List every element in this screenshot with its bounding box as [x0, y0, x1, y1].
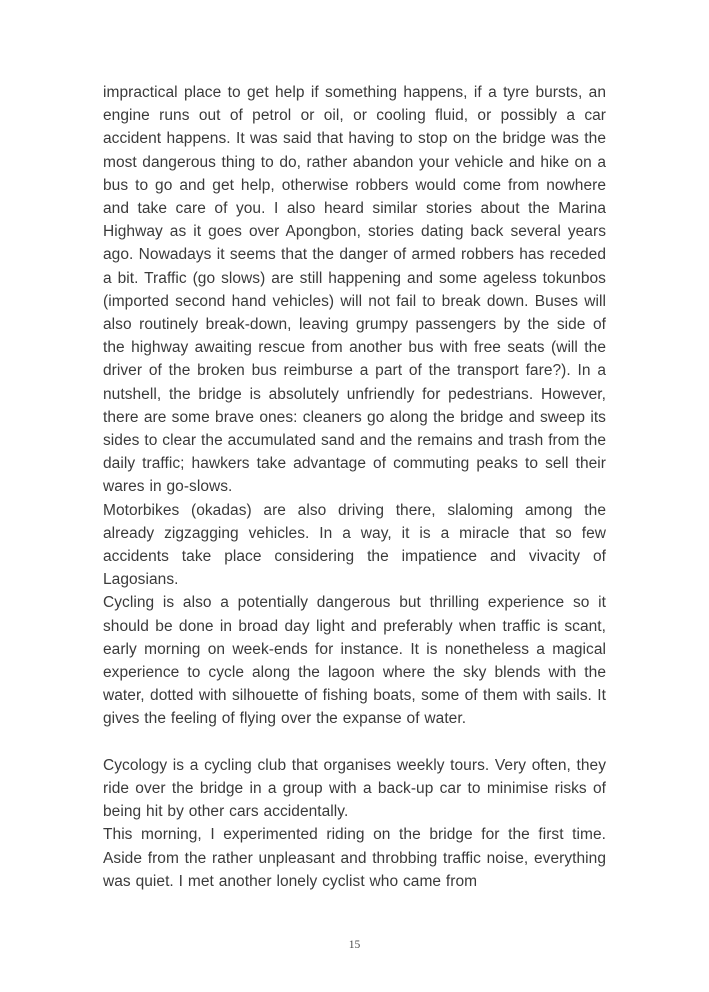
page-body-text [103, 81, 606, 893]
paragraph-3: Cycling is also a potentially dangerous but thrilling experience so it should be done in broad day light and preferably when traffic is scant, early morning on week-ends for instance. It is nonetheless a magical experience to cycle along the lagoon where the sky blends with the water, dotted with silhouette of fishing boats, some of them with sails. It gives the feeling of flying over the expanse of water. [103, 594, 606, 728]
paragraph-1: impractical place to get help if something happens, if a tyre bursts, an engine runs out of petrol or oil, or cooling fluid, or possibly a car accident happens. It was said that having to stop on the bridge was the most dangerous thing to do, rather abandon your vehicle and hike on a bus to go and get help, otherwise robbers would come from nowhere and take care of you. I also heard similar stories about the Marina Highway as it goes over Apongbon, stories dating back several years ago. Nowadays it seems that the danger of armed robbers has receded a bit. Traffic (go slows) are still happening and some ageless tokunbos (imported second hand vehicles) will not fail to break down. Buses will also routinely break-down, leaving grumpy passengers by the side of the highway awaiting rescue from another bus with free seats (will the driver of the broken bus reimburse a part of the transport fare?). In a nutshell, the bridge is absolutely unfriendly for pedestrians. However, there are some brave ones: cleaners go along the bridge and sweep its sides to clear the accumulated sand and the remains and trash from the daily traffic; hawkers take advantage of commuting peaks to sell their wares in go-slows. [103, 84, 606, 496]
paragraph-5: This morning, I experimented riding on the bridge for the first time. Aside from the rather unpleasant and throbbing traffic noise, everything was quiet. I met another lonely cyclist who came from [103, 826, 606, 890]
paragraph-4: Cycology is a cycling club that organises weekly tours. Very often, they ride over the bridge in a group with a back-up car to minimise risks of being hit by other cars accidentally. [103, 756, 606, 821]
paragraph-2: Motorbikes (okadas) are also driving there, slaloming among the already zigzagging vehicles. In a way, it is a miracle that so few accidents take place considering the impatience and vivacity of Lagosians. [103, 501, 606, 589]
page-number: 15 [348, 939, 361, 951]
